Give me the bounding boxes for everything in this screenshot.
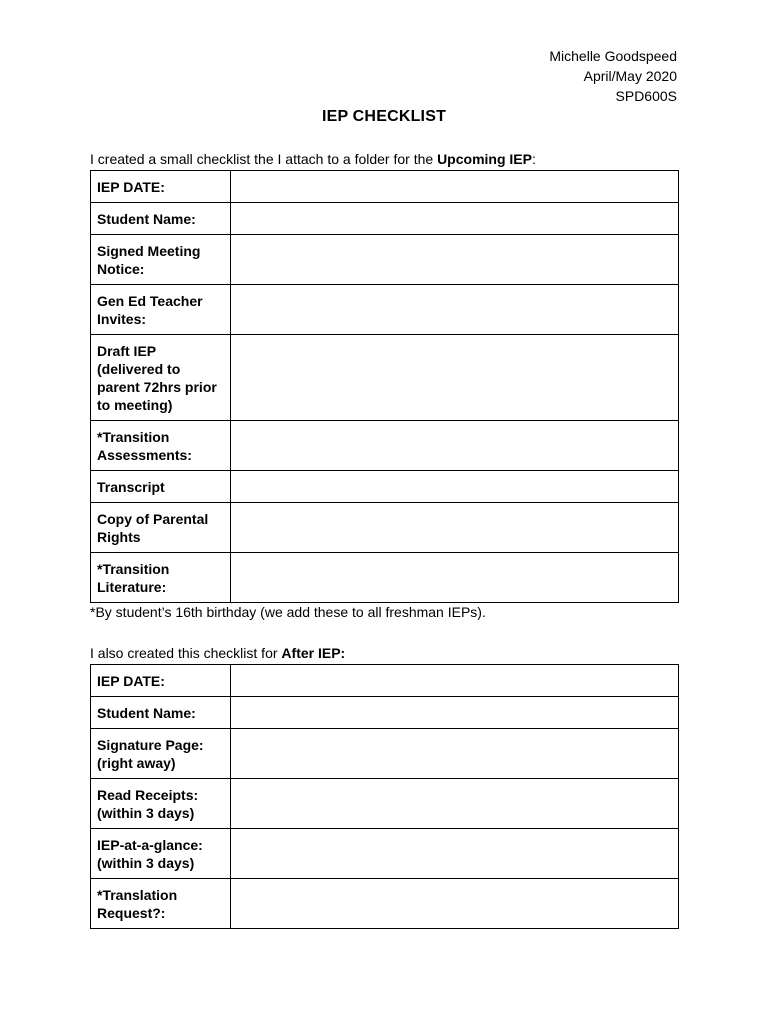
upcoming-intro-suffix: : [531, 151, 536, 167]
table-row [91, 471, 679, 503]
upcoming-intro-bold: Upcoming IEP [437, 151, 532, 167]
row-value-cell[interactable] [231, 665, 679, 697]
table-row [91, 335, 679, 421]
row-value-cell[interactable] [231, 503, 679, 553]
after-intro-text: I also created this checklist for [90, 645, 282, 661]
table-row [91, 829, 679, 879]
row-value-cell[interactable] [231, 471, 679, 503]
row-label: Transcript [91, 471, 231, 503]
row-label: Signed Meeting Notice: [91, 235, 231, 285]
table-row [91, 779, 679, 829]
row-value-cell[interactable] [231, 285, 679, 335]
after-intro [90, 644, 345, 662]
row-label: *Transition Literature: [91, 553, 231, 603]
table-row [91, 553, 679, 603]
row-value-cell[interactable] [231, 235, 679, 285]
row-value-cell[interactable] [231, 829, 679, 879]
row-label: Student Name: [91, 203, 231, 235]
row-label: Gen Ed Teacher Invites: [91, 285, 231, 335]
page-title: IEP CHECKLIST [321, 108, 447, 125]
table-row [91, 171, 679, 203]
row-label: Copy of Parental Rights [91, 503, 231, 553]
table-row [91, 203, 679, 235]
row-value-cell[interactable] [231, 171, 679, 203]
table-row [91, 421, 679, 471]
upcoming-intro-text: I created a small checklist the I attach to a folder for the [90, 151, 438, 167]
table-row [91, 879, 679, 929]
row-label: *Transition Assessments: [91, 421, 231, 471]
row-value-cell[interactable] [231, 729, 679, 779]
row-value-cell[interactable] [231, 553, 679, 603]
row-label: Student Name: [91, 697, 231, 729]
table-row [91, 665, 679, 697]
transition-footnote: *By student’s 16th birthday (we add these to all freshman IEPs). [90, 604, 486, 620]
row-label: Draft IEP (delivered to parent 72hrs prior to meeting) [91, 335, 231, 421]
row-value-cell[interactable] [231, 421, 679, 471]
row-label: Signature Page: (right away) [91, 729, 231, 779]
table-row [91, 697, 679, 729]
row-value-cell[interactable] [231, 879, 679, 929]
header-block [549, 46, 677, 106]
document-date: April/May 2020 [583, 68, 677, 84]
table-row [91, 503, 679, 553]
table-row [91, 235, 679, 285]
upcoming-intro [90, 150, 536, 168]
row-value-cell[interactable] [231, 335, 679, 421]
row-value-cell[interactable] [231, 203, 679, 235]
row-value-cell[interactable] [231, 779, 679, 829]
row-label: Read Receipts: (within 3 days) [91, 779, 231, 829]
row-label: IEP DATE: [91, 171, 231, 203]
course-code: SPD600S [615, 88, 677, 104]
author-name: Michelle Goodspeed [549, 48, 677, 64]
table-row [91, 729, 679, 779]
row-value-cell[interactable] [231, 697, 679, 729]
after-iep-table [90, 664, 679, 929]
table-row [91, 285, 679, 335]
row-label: IEP-at-a-glance: (within 3 days) [91, 829, 231, 879]
upcoming-iep-table [90, 170, 679, 603]
row-label: IEP DATE: [91, 665, 231, 697]
after-intro-bold: After IEP: [281, 645, 346, 661]
row-label: *Translation Request?: [91, 879, 231, 929]
